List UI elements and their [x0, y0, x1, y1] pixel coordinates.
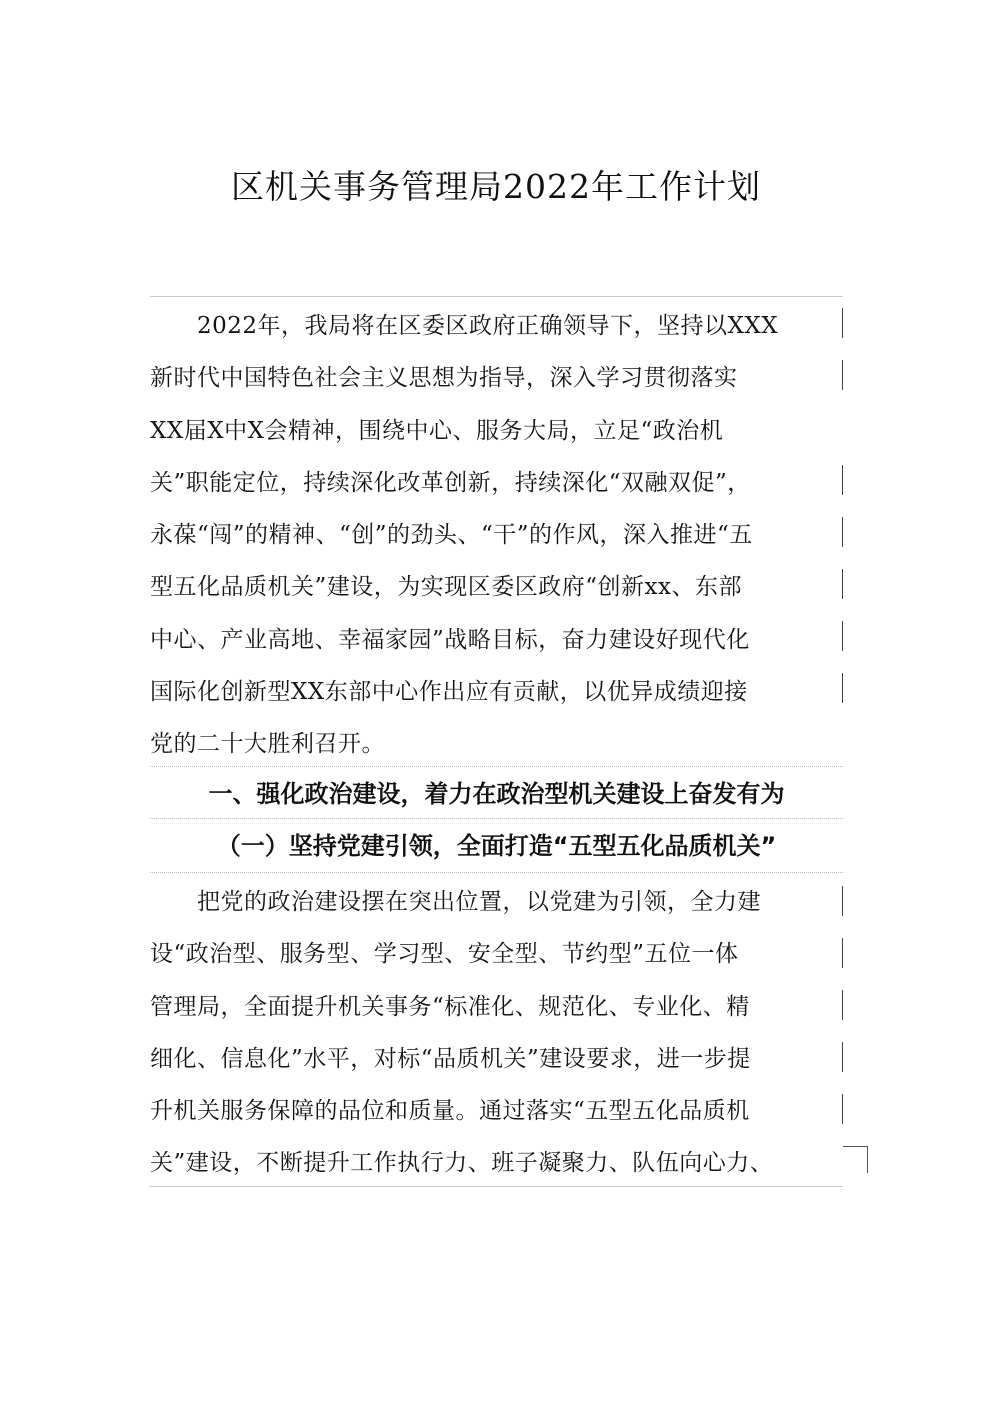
line-end-mark — [842, 886, 843, 916]
body-line: 把党的政治建设摆在突出位置，以党建为引领，全力建 — [150, 889, 761, 915]
line-end-mark — [842, 360, 843, 390]
bottom-divider — [150, 1186, 843, 1187]
line-end-mark — [842, 990, 843, 1020]
line-end-mark — [842, 517, 843, 547]
intro-paragraph — [150, 300, 843, 771]
intro-line: 关”职能定位，持续深化改革创新，持续深化“双融双促”， — [150, 469, 751, 496]
intro-line: 新时代中国特色社会主义思想为指导，深入学习贯彻落实 — [150, 365, 738, 392]
body-line: 细化、信息化”水平，对标“品质机关”建设要求，进一步提 — [150, 1045, 751, 1072]
body-line: 管理局，全面提升机关事务“标准化、规范化、专业化、精 — [150, 993, 750, 1020]
intro-line: 中心、产业高地、幸福家园”战略目标，奋力建设好现代化 — [150, 626, 750, 653]
section-divider — [150, 818, 843, 819]
line-end-mark — [842, 465, 843, 495]
body-line: 设“政治型、服务型、学习型、安全型、节约型”五位一体 — [150, 941, 739, 968]
document-title: 区机关事务管理局2022年工作计划 — [231, 167, 761, 206]
body-line: 升机关服务保障的品位和质量。通过落实“五型五化品质机 — [150, 1098, 750, 1125]
section-divider — [150, 872, 843, 873]
page-corner-mark — [843, 1146, 868, 1173]
intro-line: 永葆“闯”的精神、“创”的劲头、“干”的作风，深入推进“五 — [150, 522, 753, 549]
line-end-mark — [842, 938, 843, 968]
section-divider — [150, 766, 843, 767]
intro-line: 型五化品质机关”建设，为实现区委区政府“创新xx、东部 — [150, 574, 742, 601]
body-paragraph — [150, 876, 843, 1190]
intro-line: XX届X中X会精神，围绕中心、服务大局，立足“政治机 — [150, 417, 724, 444]
line-end-mark — [842, 1094, 843, 1124]
line-end-mark — [842, 621, 843, 651]
subsection-heading: （一）坚持党建引领，全面打造“五型五化品质机关” — [216, 832, 777, 860]
line-end-mark — [842, 308, 843, 338]
intro-line: 党的二十大胜利召开。 — [150, 731, 385, 758]
line-end-mark — [842, 673, 843, 703]
intro-line: 2022年，我局将在区委区政府正确领导下，坚持以XXX — [150, 313, 779, 339]
line-end-mark — [842, 569, 843, 599]
intro-line: 国际化创新型XX东部中心作出应有贡献，以优异成绩迎接 — [150, 679, 748, 706]
line-end-mark — [842, 1042, 843, 1072]
body-line: 关”建设，不断提升工作执行力、班子凝聚力、队伍向心力、 — [150, 1150, 774, 1177]
top-divider — [150, 296, 843, 297]
section-heading: 一、强化政治建设，着力在政治型机关建设上奋发有为 — [208, 780, 785, 808]
